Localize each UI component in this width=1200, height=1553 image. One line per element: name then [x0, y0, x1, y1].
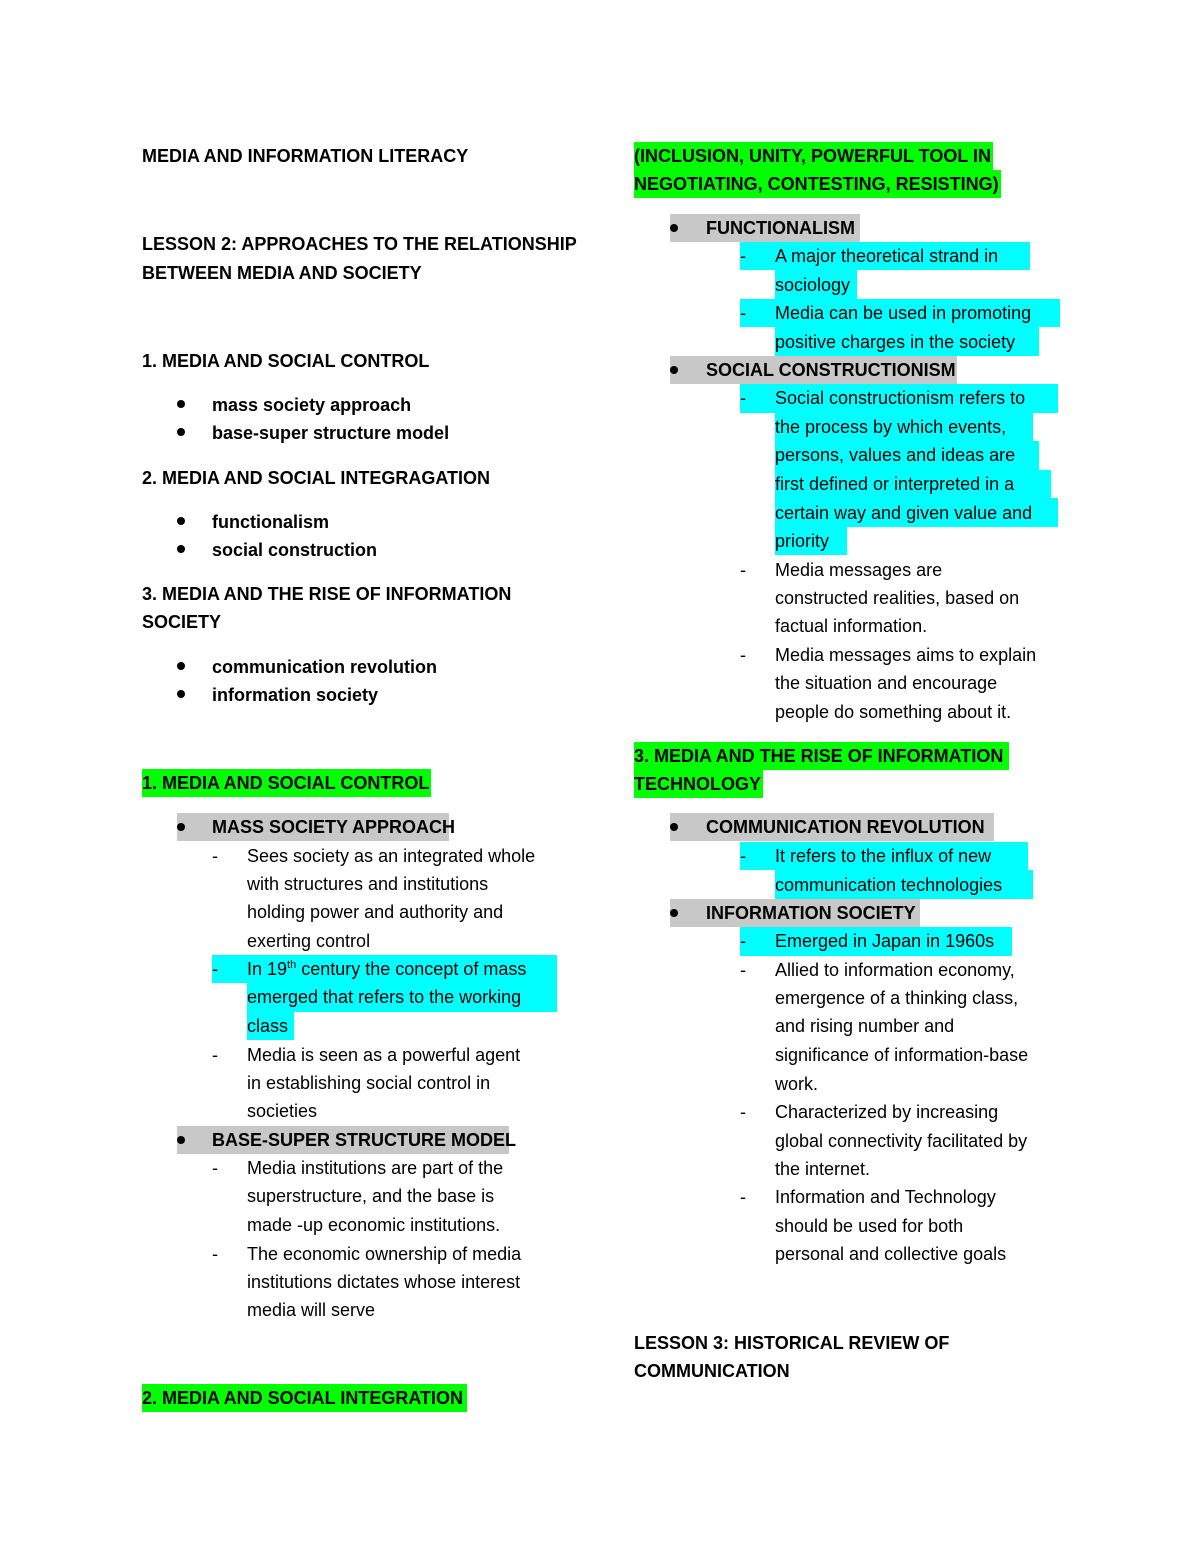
dash-icon: - [740, 1102, 746, 1122]
lesson-3-title-line-2: COMMUNICATION [634, 1361, 790, 1381]
base-p1-line: Media institutions are part of the [247, 1158, 504, 1178]
info-p3-line: the internet. [775, 1159, 871, 1179]
bullet-icon [177, 690, 185, 698]
soc-p3-line: the situation and encourage [775, 673, 998, 693]
dash-icon: - [740, 246, 746, 266]
base-p1-line: superstructure, and the base is [247, 1186, 495, 1206]
dash-icon: - [212, 1158, 218, 1178]
soc-p2-line: constructed realities, based on [775, 588, 1020, 608]
base-p1-line: made -up economic institutions. [247, 1215, 501, 1235]
info-p2-line: and rising number and [775, 1016, 955, 1036]
section-1-heading: 1. MEDIA AND SOCIAL CONTROL [142, 769, 431, 797]
func-p2-line: positive charges in the society [775, 332, 1016, 352]
bullet-icon [670, 224, 678, 232]
bullet-icon [670, 909, 678, 917]
mass-p3-line: societies [247, 1101, 318, 1121]
info-p3-line: Characterized by increasing [775, 1102, 999, 1122]
dash-icon: - [740, 645, 746, 665]
func-p1-line: sociology [775, 275, 851, 295]
info-p1-line: Emerged in Japan in 1960s [775, 931, 995, 951]
mass-p3-line: in establishing social control in [247, 1073, 491, 1093]
bullet-icon [177, 662, 185, 670]
mass-p3-line: Media is seen as a powerful agent [247, 1045, 521, 1065]
dash-icon: - [212, 959, 218, 979]
base-p2-line: media will serve [247, 1300, 376, 1320]
mass-society-title: MASS SOCIETY APPROACH [212, 817, 456, 837]
soc-p1-line: the process by which events, [775, 417, 1007, 437]
mass-p2-line: class [247, 1016, 289, 1036]
soc-p1-line: persons, values and ideas are [775, 445, 1016, 465]
bullet-icon [177, 545, 185, 553]
dash-icon: - [740, 303, 746, 323]
soc-p1-line: priority [775, 531, 830, 551]
mass-p2-line: emerged that refers to the working [247, 987, 522, 1007]
mass-p1-line: holding power and authority and [247, 902, 504, 922]
outline-heading-3-line-1: 3. MEDIA AND THE RISE OF INFORMATION [142, 584, 512, 604]
comm-p1-line: It refers to the influx of new [775, 846, 992, 866]
bullet-icon [177, 517, 185, 525]
superscript: th [287, 959, 297, 971]
base-p2-line: institutions dictates whose interest [247, 1272, 521, 1292]
social-constructionism-title: SOCIAL CONSTRUCTIONISM [706, 360, 956, 380]
mass-p2-text-a: In 19 [247, 959, 288, 979]
func-p1-line: A major theoretical strand in [775, 246, 999, 266]
soc-p3-line: Media messages aims to explain [775, 645, 1037, 665]
dash-icon: - [740, 931, 746, 951]
dash-icon: - [740, 388, 746, 408]
mass-p1-line: exerting control [247, 931, 371, 951]
mass-p2-line-1 [247, 955, 526, 983]
outline-item: social construction [212, 540, 378, 560]
bullet-icon [177, 1136, 185, 1144]
inclusion-line-1: (INCLUSION, UNITY, POWERFUL TOOL IN [634, 142, 993, 170]
info-p4-line: Information and Technology [775, 1187, 996, 1207]
dash-icon: - [740, 560, 746, 580]
outline-item: functionalism [212, 512, 330, 532]
info-p2-line: emergence of a thinking class, [775, 988, 1019, 1008]
dash-icon: - [740, 1187, 746, 1207]
info-p2-line: work. [775, 1074, 819, 1094]
lesson-2-title-line-2: BETWEEN MEDIA AND SOCIETY [142, 263, 422, 283]
info-p2-line: significance of information-base [775, 1045, 1029, 1065]
bullet-icon [670, 366, 678, 374]
dash-icon: - [740, 960, 746, 980]
soc-p2-line: factual information. [775, 616, 928, 636]
info-p2-line: Allied to information economy, [775, 960, 1015, 980]
outline-item: communication revolution [212, 657, 438, 677]
functionalism-title: FUNCTIONALISM [706, 218, 855, 238]
outline-heading-2: 2. MEDIA AND SOCIAL INTEGRAGATION [142, 468, 491, 488]
info-p4-line: personal and collective goals [775, 1244, 1007, 1264]
bullet-icon [177, 428, 185, 436]
document-title: MEDIA AND INFORMATION LITERACY [142, 146, 469, 166]
outline-heading-3-line-2: SOCIETY [142, 612, 222, 632]
outline-heading-1: 1. MEDIA AND SOCIAL CONTROL [142, 351, 430, 371]
mass-p2-text-b: century the concept of mass [296, 959, 527, 979]
soc-p1-line: first defined or interpreted in a [775, 474, 1015, 494]
dash-icon: - [212, 1244, 218, 1264]
soc-p3-line: people do something about it. [775, 702, 1012, 722]
soc-p1-line: certain way and given value and [775, 503, 1033, 523]
mass-p1-line: Sees society as an integrated whole [247, 846, 536, 866]
soc-p1-line: Social constructionism refers to [775, 388, 1026, 408]
info-p3-line: global connectivity facilitated by [775, 1131, 1028, 1151]
section-2-heading: 2. MEDIA AND SOCIAL INTEGRATION [142, 1384, 467, 1412]
bullet-icon [177, 823, 185, 831]
lesson-2-title-line-1: LESSON 2: APPROACHES TO THE RELATIONSHIP [142, 234, 577, 254]
base-super-title: BASE-SUPER STRUCTURE MODEL [212, 1130, 517, 1150]
inclusion-line-2: NEGOTIATING, CONTESTING, RESISTING) [634, 170, 1001, 198]
communication-revolution-title: COMMUNICATION REVOLUTION [706, 817, 985, 837]
section-3-heading-line-1: 3. MEDIA AND THE RISE OF INFORMATION [634, 742, 1009, 770]
outline-item: base-super structure model [212, 423, 450, 443]
section-3-heading-line-2: TECHNOLOGY [634, 770, 763, 798]
dash-icon: - [740, 846, 746, 866]
bullet-icon [177, 400, 185, 408]
soc-p2-line: Media messages are [775, 560, 943, 580]
base-p2-line: The economic ownership of media [247, 1244, 522, 1264]
func-p2-line: Media can be used in promoting [775, 303, 1032, 323]
mass-p1-line: with structures and institutions [247, 874, 489, 894]
outline-item: information society [212, 685, 379, 705]
dash-icon: - [212, 1045, 218, 1065]
comm-p1-line: communication technologies [775, 875, 1003, 895]
outline-item: mass society approach [212, 395, 412, 415]
bullet-icon [670, 823, 678, 831]
info-p4-line: should be used for both [775, 1216, 964, 1236]
dash-icon: - [212, 846, 218, 866]
information-society-title: INFORMATION SOCIETY [706, 903, 916, 923]
lesson-3-title-line-1: LESSON 3: HISTORICAL REVIEW OF [634, 1333, 950, 1353]
